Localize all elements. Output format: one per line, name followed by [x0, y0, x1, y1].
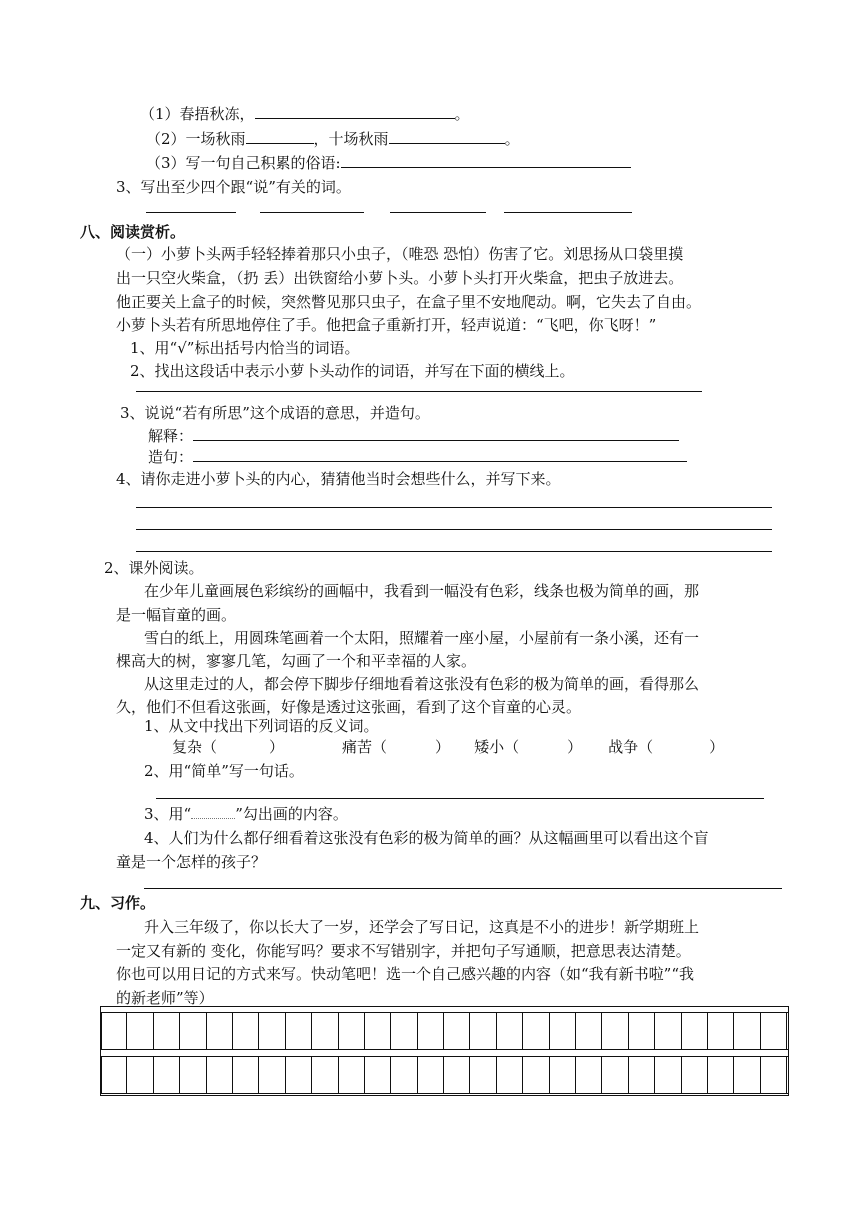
answer-blank[interactable] [390, 212, 486, 213]
grid-cell[interactable] [734, 1057, 760, 1093]
grid-cell[interactable] [761, 1013, 787, 1049]
grid-cell[interactable] [339, 1057, 365, 1093]
r2-q3-a: 3、用“ [144, 805, 192, 823]
antonym-2-close: ） [435, 738, 451, 756]
answer-blank[interactable] [341, 153, 631, 168]
antonym-4-close: ） [709, 738, 725, 756]
grid-cell[interactable] [576, 1013, 602, 1049]
grid-cell[interactable] [127, 1013, 153, 1049]
grid-cell[interactable] [207, 1057, 233, 1093]
grid-cell[interactable] [101, 1057, 127, 1093]
answer-line[interactable] [136, 551, 772, 552]
grid-cell[interactable] [655, 1057, 681, 1093]
antonym-1-close: ） [269, 738, 285, 756]
proverb-q1-end: 。 [454, 105, 470, 123]
grid-cell[interactable] [523, 1013, 549, 1049]
grid-cell[interactable] [339, 1013, 365, 1049]
grid-cell[interactable] [286, 1013, 312, 1049]
grid-rule [100, 1093, 789, 1094]
s8-q4: 4、请你走进小萝卜头的内心，猜猜他当时会想些什么，并写下来。 [116, 470, 561, 488]
grid-row-1 [101, 1013, 787, 1049]
antonym-2: 痛苦（ [342, 738, 388, 756]
section-9-title: 九、习作。 [80, 894, 156, 912]
passage2-line-4: 棵高大的树，寥寥几笔，勾画了一个和平幸福的人家。 [116, 652, 477, 670]
grid-cell[interactable] [127, 1057, 153, 1093]
grid-cell[interactable] [180, 1013, 206, 1049]
grid-cell[interactable] [761, 1057, 787, 1093]
grid-cell[interactable] [497, 1013, 523, 1049]
explain-label: 解释： [148, 427, 194, 445]
grid-cell[interactable] [550, 1013, 576, 1049]
proverb-q1-text: （1）春捂秋冻， [140, 105, 255, 123]
r2-q4-line-1: 4、人们为什么都仔细看着这张没有色彩的极为简单的画？从这幅画里可以看出这个盲 [144, 829, 709, 847]
grid-row-2 [101, 1057, 787, 1093]
answer-line[interactable] [136, 507, 772, 508]
grid-cell[interactable] [470, 1013, 496, 1049]
sentence-label: 造句： [148, 448, 194, 466]
s8-q3: 3、说说“若有所思”这个成语的意思，并造句。 [120, 404, 430, 422]
grid-cell[interactable] [259, 1013, 285, 1049]
passage2-line-1: 在少年儿童画展色彩缤纷的画幅中，我看到一幅没有色彩，线条也极为简单的画，那 [144, 582, 700, 600]
grid-cell[interactable] [629, 1057, 655, 1093]
grid-cell[interactable] [365, 1013, 391, 1049]
grid-rule [100, 1049, 789, 1050]
s8-q1: 1、用“√”标出括号内恰当的词语。 [130, 339, 360, 357]
proverb-q3-text: （3）写一句自己积累的俗语: [146, 154, 341, 172]
grid-cell[interactable] [154, 1013, 180, 1049]
grid-cell[interactable] [312, 1057, 338, 1093]
grid-cell[interactable] [391, 1057, 417, 1093]
grid-cell[interactable] [444, 1057, 470, 1093]
grid-cell[interactable] [259, 1057, 285, 1093]
grid-cell[interactable] [682, 1057, 708, 1093]
proverb-q3 [146, 153, 631, 173]
q3-words: 3、写出至少四个跟“说”有关的词。 [116, 178, 351, 196]
prompt-line-4: 的新老师”等） [116, 989, 214, 1007]
grid-cell[interactable] [444, 1013, 470, 1049]
proverb-q2 [146, 129, 520, 149]
answer-blank[interactable] [504, 212, 632, 213]
proverb-q2-a: （2）一场秋雨 [146, 130, 246, 148]
grid-cell[interactable] [523, 1057, 549, 1093]
answer-line[interactable] [136, 529, 772, 530]
prompt-line-2: 一定又有新的 变化，你能写吗？要求不写错别字，并把句子写通顺，把意思表达清楚。 [116, 942, 691, 960]
passage1-line-3: 他正要关上盒子的时候，突然瞥见那只虫子，在盒子里不安地爬动。啊，它失去了自由。 [116, 293, 702, 311]
reading2-title: 2、课外阅读。 [104, 559, 204, 577]
passage2-line-5: 从这里走过的人，都会停下脚步仔细地看着这张没有色彩的极为简单的画，看得那么 [144, 675, 700, 693]
grid-cell[interactable] [312, 1013, 338, 1049]
grid-cell[interactable] [655, 1013, 681, 1049]
antonym-row [172, 737, 724, 757]
answer-blank[interactable] [255, 104, 455, 119]
s8-q3-explain [148, 426, 679, 446]
answer-blank[interactable] [246, 129, 314, 144]
passage1-line-2: 出一只空火柴盒，（扔 丢）出铁窗给小萝卜头。小萝卜头打开火柴盒，把虫子放进去。 [116, 269, 684, 287]
s8-q3-sentence [148, 447, 687, 467]
grid-cell[interactable] [602, 1013, 628, 1049]
grid-cell[interactable] [470, 1057, 496, 1093]
grid-cell[interactable] [497, 1057, 523, 1093]
passage1-line-1: （一）小萝卜头两手轻轻捧着那只小虫子，（唯恐 恐怕）伤害了它。刘思扬从口袋里摸 [116, 245, 684, 263]
answer-line[interactable] [156, 798, 764, 799]
proverb-q1 [140, 104, 470, 124]
grid-cell[interactable] [682, 1013, 708, 1049]
r2-q3-b: ”勾出画的内容。 [235, 805, 348, 823]
s8-q2: 2、找出这段话中表示小萝卜头动作的词语，并写在下面的横线上。 [130, 362, 575, 380]
r2-q2: 2、用“简单”写一句话。 [144, 762, 304, 780]
answer-blank[interactable] [193, 447, 687, 462]
r2-q1: 1、从文中找出下列词语的反义词。 [144, 717, 379, 735]
grid-cell[interactable] [708, 1013, 734, 1049]
passage2-line-3: 雪白的纸上，用圆珠笔画着一个太阳，照耀着一座小屋，小屋前有一条小溪，还有一 [144, 629, 700, 647]
antonym-1: 复杂（ [172, 738, 218, 756]
prompt-line-3: 你也可以用日记的方式来写。快动笔吧！选一个自己感兴趣的内容（如“我有新书啦”“我 [116, 965, 695, 983]
answer-blank[interactable] [146, 212, 236, 213]
passage2-line-2: 是一幅盲童的画。 [116, 606, 237, 624]
grid-cell[interactable] [233, 1013, 259, 1049]
grid-cell[interactable] [101, 1013, 127, 1049]
section-8-title: 八、阅读赏析。 [80, 223, 186, 241]
grid-cell[interactable] [154, 1057, 180, 1093]
antonym-3-close: ） [567, 738, 583, 756]
r2-q3 [144, 804, 348, 824]
passage2-line-6: 久，他们不但看这张画，好像是透过这张画，看到了这个盲童的心灵。 [116, 698, 582, 716]
grid-cell[interactable] [602, 1057, 628, 1093]
answer-line[interactable] [144, 888, 782, 889]
antonym-3: 矮小（ [474, 738, 520, 756]
grid-cell[interactable] [734, 1013, 760, 1049]
grid-cell[interactable] [233, 1057, 259, 1093]
grid-cell[interactable] [391, 1013, 417, 1049]
passage1-line-4: 小萝卜头若有所思地停住了手。他把盒子重新打开，轻声说道：“飞吧，你飞呀！” [116, 316, 657, 334]
grid-cell[interactable] [418, 1057, 444, 1093]
grid-cell[interactable] [708, 1057, 734, 1093]
answer-blank[interactable] [389, 129, 505, 144]
answer-blank[interactable] [193, 426, 679, 441]
prompt-line-1: 升入三年级了，你以长大了一岁，还学会了写日记，这真是不小的进步！新学期班上 [144, 918, 700, 936]
grid-cell[interactable] [629, 1013, 655, 1049]
grid-cell[interactable] [207, 1013, 233, 1049]
proverb-q2-end: 。 [504, 130, 520, 148]
grid-cell[interactable] [418, 1013, 444, 1049]
grid-cell[interactable] [576, 1057, 602, 1093]
proverb-q2-b: ，十场秋雨 [313, 130, 389, 148]
grid-cell[interactable] [550, 1057, 576, 1093]
grid-cell[interactable] [286, 1057, 312, 1093]
grid-cell[interactable] [365, 1057, 391, 1093]
r2-q4-line-2: 童是一个怎样的孩子？ [116, 853, 267, 871]
answer-blank[interactable] [260, 212, 364, 213]
grid-cell[interactable] [180, 1057, 206, 1093]
answer-line[interactable] [136, 391, 702, 392]
dotted-line-sample [191, 805, 235, 819]
antonym-4: 战争（ [608, 738, 654, 756]
